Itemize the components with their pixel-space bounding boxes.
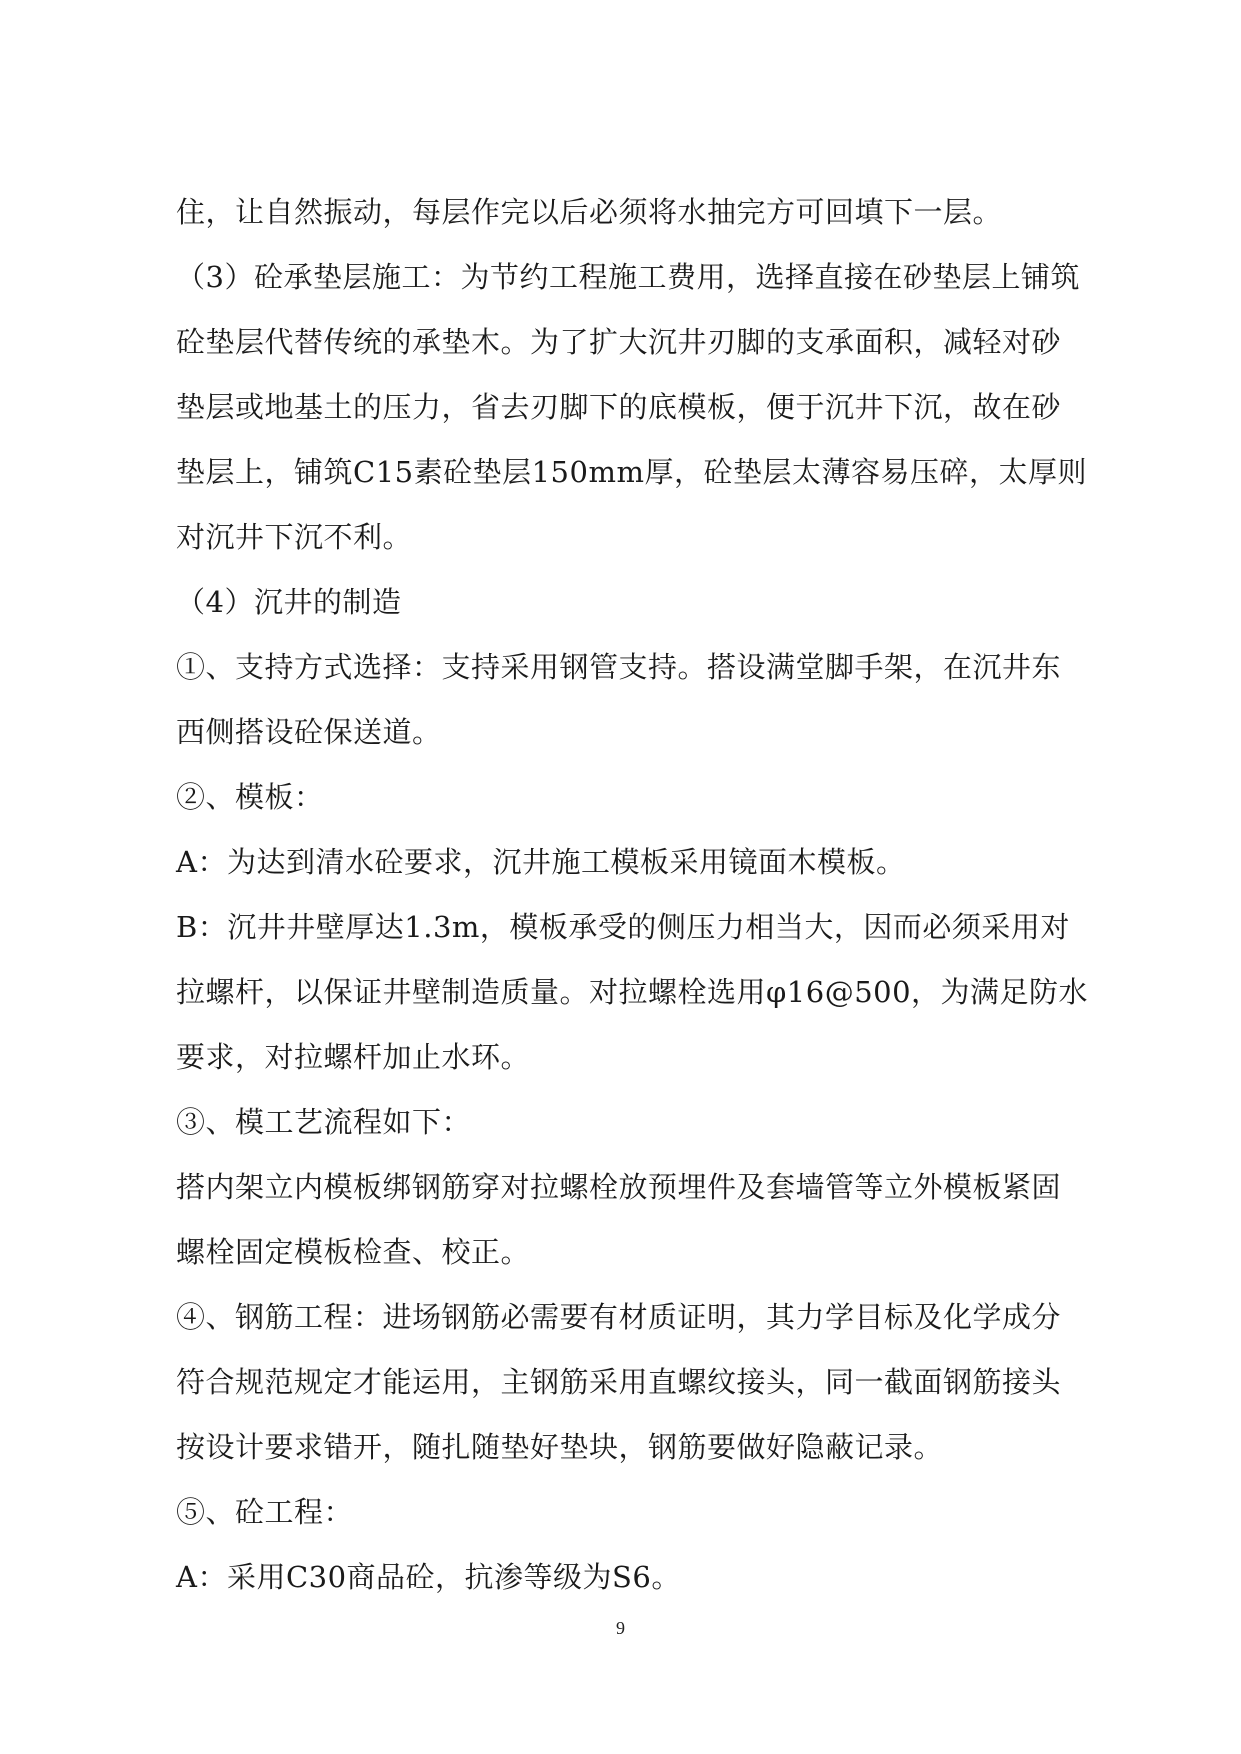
text-line: 垫层上，铺筑C15素砼垫层150mm厚，砼垫层太薄容易压碎，太厚则 bbox=[176, 455, 1087, 489]
text-line: A：采用C30商品砼，抗渗等级为S6。 bbox=[176, 1560, 681, 1594]
text-line: 砼垫层代替传统的承垫木。为了扩大沉井刃脚的支承面积，减轻对砂 bbox=[176, 325, 1062, 359]
text-line: 西侧搭设砼保送道。 bbox=[176, 715, 442, 749]
text-line: 螺栓固定模板检查、校正。 bbox=[176, 1235, 531, 1269]
text-line: 按设计要求错开，随扎随垫好垫块，钢筋要做好隐蔽记录。 bbox=[176, 1430, 944, 1464]
text-line: ①、支持方式选择：支持采用钢管支持。搭设满堂脚手架，在沉井东 bbox=[176, 650, 1062, 684]
text-line: 符合规范规定才能运用，主钢筋采用直螺纹接头，同一截面钢筋接头 bbox=[176, 1365, 1062, 1399]
page-number: 9 bbox=[616, 1618, 625, 1638]
body-text bbox=[176, 180, 1121, 1610]
text-line: 对沉井下沉不利。 bbox=[176, 520, 413, 554]
sub-heading: ②、模板： bbox=[176, 780, 324, 814]
text-line: 拉螺杆，以保证井壁制造质量。对拉螺栓选用φ16@500，为满足防水 bbox=[176, 975, 1089, 1009]
section-heading: （4）沉井的制造 bbox=[176, 585, 402, 619]
text-line: 住，让自然振动，每层作完以后必须将水抽完方可回填下一层。 bbox=[176, 195, 1003, 229]
text-line: B：沉井井壁厚达1.3m，模板承受的侧压力相当大，因而必须采用对 bbox=[176, 910, 1070, 944]
sub-heading: ⑤、砼工程： bbox=[176, 1495, 354, 1529]
text-line: ④、钢筋工程：进场钢筋必需要有材质证明，其力学目标及化学成分 bbox=[176, 1300, 1062, 1334]
text-line: A：为达到清水砼要求，沉井施工模板采用镜面木模板。 bbox=[176, 845, 906, 879]
sub-heading: ③、模工艺流程如下： bbox=[176, 1105, 472, 1139]
text-line: 要求，对拉螺杆加止水环。 bbox=[176, 1040, 531, 1074]
text-line: 垫层或地基土的压力，省去刃脚下的底模板，便于沉井下沉，故在砂 bbox=[176, 390, 1062, 424]
text-line: （3）砼承垫层施工：为节约工程施工费用，选择直接在砂垫层上铺筑 bbox=[176, 260, 1080, 294]
text-line: 搭内架立内模板绑钢筋穿对拉螺栓放预埋件及套墙管等立外模板紧固 bbox=[176, 1170, 1062, 1204]
